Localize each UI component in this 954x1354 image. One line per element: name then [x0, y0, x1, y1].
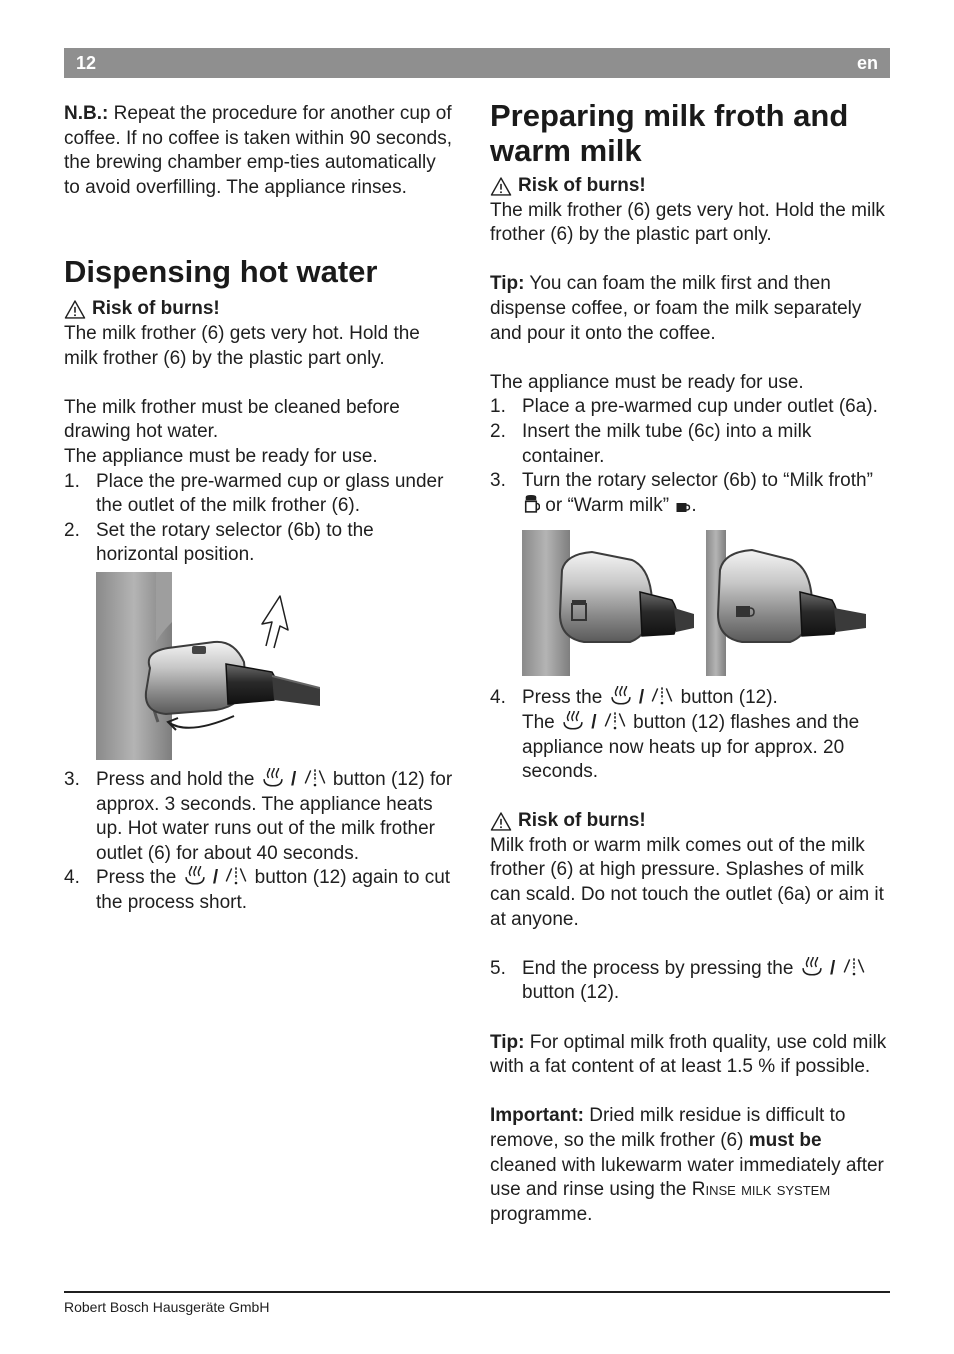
- list-item: [490, 420, 892, 469]
- warning-title: [64, 297, 456, 322]
- cleaning-note: The milk frother must be cleaned before drawing hot water.: [64, 396, 400, 443]
- list-item: 3. Press and hold the / button (12) for approx. 3 seconds. The appliance heats up. Hot water runs out of the milk frother outlet (6) for about 40 seconds.: [64, 768, 456, 866]
- footer-company: Robert Bosch Hausgeräte GmbH: [64, 1299, 270, 1315]
- frother-illustration: [96, 572, 320, 760]
- nb-label: N.B.:: [64, 103, 109, 124]
- right-column: [490, 98, 892, 1227]
- important-label: Important:: [490, 1105, 584, 1127]
- warning-icon: [490, 812, 512, 831]
- list-item: 4. Press the / button (12) again to cut the process short.: [64, 866, 456, 915]
- frother-positions-illustration: [522, 530, 882, 676]
- left-column: [64, 102, 456, 915]
- frother-froth-position: [522, 530, 694, 676]
- step-number: 4.: [490, 687, 506, 709]
- list-item: 5. End the process by pressing the / button (12).: [490, 957, 892, 1006]
- step-number: 2.: [64, 519, 80, 541]
- footer-divider: [64, 1291, 890, 1293]
- list-item: [64, 470, 456, 519]
- figure-rotary-selector-positions: [522, 530, 892, 686]
- nb-paragraph: [64, 102, 456, 200]
- step-number: 3.: [64, 768, 80, 790]
- steam-icon: [560, 711, 586, 731]
- steam-icon: [182, 866, 208, 886]
- warning-icon: [64, 300, 86, 319]
- tip-label: Tip:: [490, 1031, 525, 1053]
- warning-text: The milk frother (6) gets very hot. Hold the milk frother (6) by the plastic part only.: [490, 199, 885, 246]
- hot-water-icon: [649, 686, 675, 706]
- page-number: 12: [76, 52, 97, 73]
- hot-water-icon: [602, 711, 628, 731]
- step-number: 1.: [490, 396, 506, 418]
- list-item: 4. Press the / button (12). The / button (12) flashes and the appliance now heats up for approx. 20 seconds.: [490, 686, 892, 784]
- hot-water-icon: [223, 866, 249, 886]
- warning-title: [490, 174, 892, 199]
- list-item: [64, 519, 456, 568]
- warning-title: [490, 809, 892, 834]
- steam-icon: [799, 957, 825, 977]
- list-item: [490, 395, 892, 420]
- figure-rotary-selector-horizontal: [96, 572, 456, 768]
- list-item: 3. Turn the rotary selector (6b) to “Milk froth” or “Warm milk” .: [490, 470, 873, 516]
- frother-warm-milk-position: [706, 530, 882, 676]
- language-code: en: [856, 52, 878, 73]
- steam-icon: [260, 768, 286, 788]
- step-text: Place the pre-warmed cup or glass under the outlet of the milk frother (6).: [96, 470, 444, 517]
- tip-paragraph: Tip: You can foam the milk first and then dispense coffee, or foam the milk separately and pour it onto the coffee.: [490, 273, 862, 344]
- step-number: 1.: [64, 470, 80, 492]
- step-text: Place a pre-warmed cup under outlet (6a).: [522, 396, 878, 418]
- steam-icon: [608, 686, 634, 706]
- warning-text: The milk frother (6) gets very hot. Hold the milk frother (6) by the plastic part only.: [64, 322, 420, 369]
- tip-label: Tip:: [490, 273, 525, 295]
- hot-water-icon: [302, 768, 328, 788]
- warning-title-text: Risk of burns!: [518, 175, 646, 196]
- milk-steps-list-continued: [490, 686, 892, 784]
- section-heading-milk-froth: Preparing milk froth and warm milk: [490, 98, 849, 168]
- nb-text: Repeat the procedure for another cup of coffee. If no coffee is taken within 90 seconds, the brewing chamber emp-ties automatically to avoid overfilling. The appliance rinses.: [64, 103, 452, 198]
- programme-name: Rinse milk system: [691, 1179, 831, 1201]
- warning-text: Milk froth or warm milk comes out of the milk frother (6) at high pressure. Splashes of milk can scald. Do not touch the outlet (6a) or aim it at anyone.: [490, 834, 884, 930]
- section-heading-hot-water: Dispensing hot water: [64, 254, 378, 290]
- warm-milk-icon: [674, 498, 691, 514]
- hot-water-icon: [841, 957, 867, 977]
- ready-note: The appliance must be ready for use.: [64, 445, 378, 467]
- tip-paragraph: Tip: For optimal milk froth quality, use cold milk with a fat content of at least 1.5 % if possible.: [490, 1031, 887, 1078]
- warning-icon: [490, 177, 512, 196]
- steps-list-top: [64, 470, 456, 568]
- milk-steps-list-final: [490, 957, 892, 1006]
- important-paragraph: Important: Dried milk residue is difficult to remove, so the milk frother (6) must be cleaned with lukewarm water immediately after use and rinse using the Rinse milk system programme.: [490, 1105, 884, 1225]
- ready-note: The appliance must be ready for use.: [490, 371, 804, 393]
- step-text: Insert the milk tube (6c) into a milk container.: [522, 420, 812, 467]
- step-number: 5.: [490, 957, 506, 979]
- warning-title-text: Risk of burns!: [92, 298, 220, 320]
- milk-steps-list: [490, 395, 892, 518]
- page-header: [64, 48, 890, 78]
- milk-froth-icon: [522, 495, 540, 514]
- warning-title-text: Risk of burns!: [518, 810, 646, 832]
- step-number: 3.: [490, 470, 506, 492]
- step-number: 4.: [64, 867, 80, 889]
- step-number: 2.: [490, 420, 506, 442]
- step-text: Set the rotary selector (6b) to the horizontal position.: [96, 519, 374, 566]
- steps-list-bottom: [64, 768, 456, 916]
